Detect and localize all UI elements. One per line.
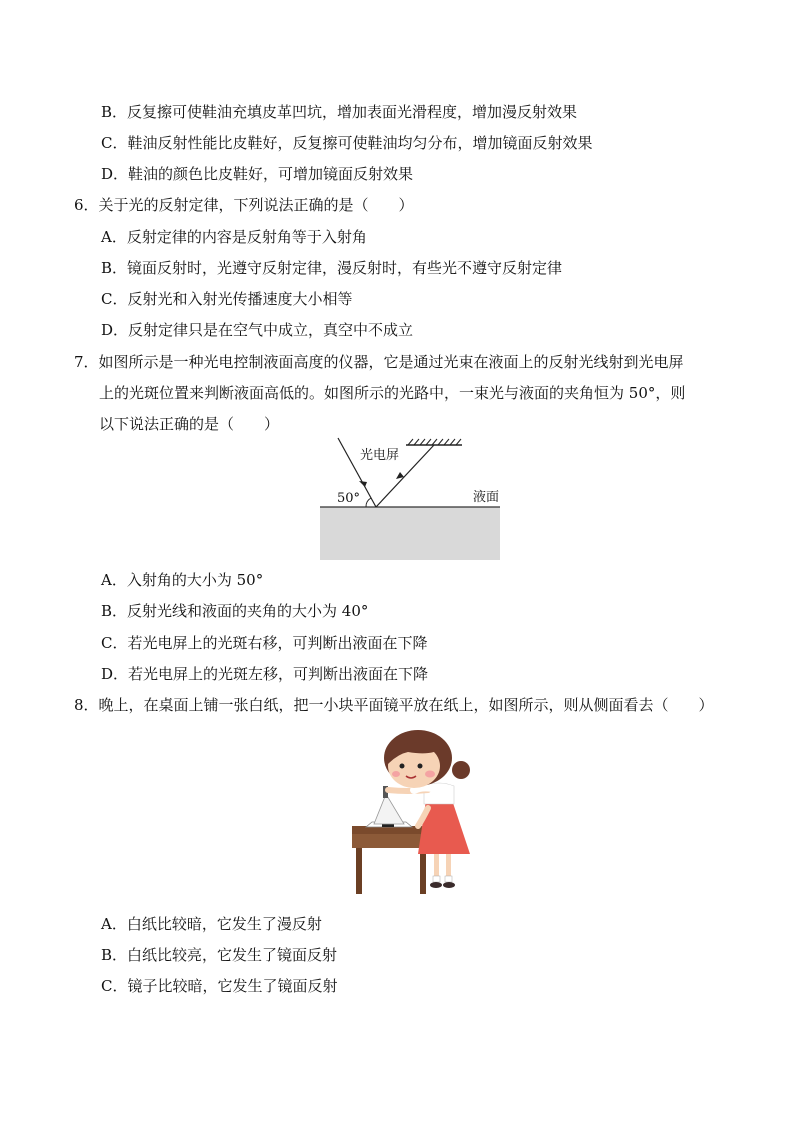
q7-option-c: C．若光电屏上的光斑右移，可判断出液面在下降	[101, 634, 428, 652]
q7-option-a: A．入射角的大小为 50°	[101, 571, 264, 589]
q7-figure	[310, 437, 510, 565]
table-leg-right	[420, 848, 426, 894]
q7-stem-line-3: 以下说法正确的是（ ）	[99, 415, 280, 433]
q5-option-b: B．反复擦可使鞋油充填皮革凹坑，增加表面光滑程度，增加漫反射效果	[101, 103, 578, 121]
q8-stem: 8．晚上，在桌面上铺一张白纸，把一小块平面镜平放在纸上，如图所示，则从侧面看去（ ）	[74, 696, 714, 714]
q6-stem: 6．关于光的反射定律，下列说法正确的是（ ）	[74, 196, 414, 214]
q7-option-d: D．若光电屏上的光斑左移，可判断出液面在下降	[101, 665, 429, 683]
q5-option-c: C．鞋油反射性能比皮鞋好，反复擦可使鞋油均匀分布，增加镜面反射效果	[101, 134, 593, 152]
light-beam	[374, 794, 404, 824]
q7-stem-line-2: 上的光斑位置来判断液面高低的。如图所示的光路中，一束光与液面的夹角恒为 50°，则	[99, 384, 686, 402]
screen-hatching	[408, 439, 461, 445]
angle-arc	[366, 498, 371, 507]
q8-option-c: C．镜子比较暗，它发生了镜面反射	[101, 977, 338, 995]
q8-option-a: A．白纸比较暗，它发生了漫反射	[101, 915, 322, 933]
screen-label: 光电屏	[360, 448, 400, 463]
table-leg-left	[356, 848, 362, 894]
q7-option-b: B．反射光线和液面的夹角的大小为 40°	[101, 602, 369, 620]
angle-label: 50°	[337, 491, 361, 506]
q6-option-c: C．反射光和入射光传播速度大小相等	[101, 290, 353, 308]
girl-cheek-right	[425, 771, 435, 778]
q8-girl-illustration	[348, 728, 474, 898]
girl-sock-right	[445, 876, 452, 882]
q6-option-a: A．反射定律的内容是反射角等于入射角	[101, 228, 367, 246]
incident-arrow-icon	[359, 481, 367, 487]
girl-shoe-left	[430, 882, 442, 888]
q6-option-d: D．反射定律只是在空气中成立，真空中不成立	[101, 321, 414, 339]
girl-shoe-right	[443, 882, 455, 888]
q6-option-b: B．镜面反射时，光遵守反射定律，漫反射时，有些光不遵守反射定律	[101, 259, 563, 277]
q5-option-d: D．鞋油的颜色比皮鞋好，可增加镜面反射效果	[101, 165, 414, 183]
girl-ponytail	[452, 761, 470, 779]
girl-cheek-left	[392, 771, 400, 777]
girl-sock-left	[433, 876, 440, 882]
table-front	[352, 834, 430, 848]
q7-stem-line-1: 7．如图所示是一种光电控制液面高度的仪器，它是通过光束在液面上的反射光线射到光电屏	[74, 353, 684, 371]
girl-eye-right	[418, 764, 423, 769]
girl-eye-left	[400, 764, 405, 769]
surface-label: 液面	[473, 490, 500, 505]
liquid-body	[320, 507, 500, 560]
q8-option-b: B．白纸比较亮，它发生了镜面反射	[101, 946, 338, 964]
